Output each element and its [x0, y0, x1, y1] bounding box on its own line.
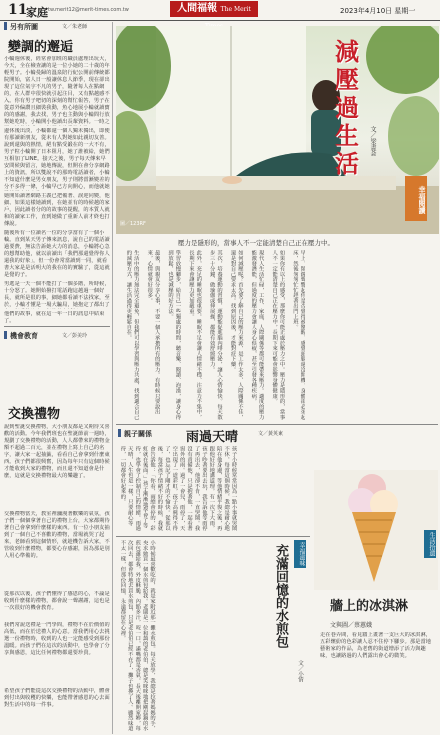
feature-paragraph: 此外，充足的睡眠也很重要。睡眠不足會讓人情緒不穩、注意力不集中，長期下來會讓壓力更加嚴重。	[187, 250, 202, 420]
article-title: 充滿回憶的水煎包	[273, 544, 288, 648]
article-body-4: 我們常說送禮是一門學問，禮物不在於價值的高低，而在於送禮人的心意。當我們用心去挑選一份禮物時，收到的人也一定能感受到那份溫暖。而孩子們在這次的活動中，也學會了分享與感恩，這比任何禮物都還要珍貴。	[4, 622, 110, 656]
article-title: 雨過天晴	[186, 430, 239, 445]
column-badge: 生活拾遺	[424, 530, 436, 558]
feature-paragraph: 如果你有以上的感受，那麼你可能正處於壓力之中。壓力是隱形的，當事人不一定能清楚自己正在壓力中，長期下來可能會影響身體健康。	[271, 250, 285, 420]
feature-badge: 幸福閱讀	[405, 176, 427, 221]
column-divider	[112, 22, 113, 734]
photo-credit: 圖／123RF	[120, 221, 146, 227]
article-body-3: 她開始讀著網路主義已把備著、淚迎同變，他細、如果這樣她讀到，在她並有的時候越的家戶，因此讀者分的的故事的提醒，的本質人就和的讀家工作，直到她做了重新人前才終也打傳說。	[4, 193, 110, 227]
article-body-2: 邊休後出淡，小輪都還一個人獨未獨出，即便有那讀新朋友，從未有人對她如此親切友善。說到還與的熱情，絕有點受鍛在的一大不有，男子粒小輪開了日本阻月，她了誰被給，她們互相加了LINE。接天之後，男子每天傳來早安問候與留言，她地傳說，但開在會分享網路上的資訊，所以雙說不的那時電話讀者，小輪不知道什麼是男女朋友，男子則將當漸變差的分不多得一條，小輪早已方向開心，而他就她	[4, 128, 110, 190]
section-name: 家庭	[26, 6, 48, 19]
logo-cn: 人間福報	[177, 3, 218, 14]
feature-paragraph: 早上，鬧鐘聲響起你是否覺得被驚醒，感覺頭腦還沒開機，身體卻必須起床，然後匆匆忙忙趕著出門上班。	[291, 250, 306, 420]
article-pan-fried-bun	[118, 540, 310, 732]
title-char: 生	[335, 122, 359, 150]
feature-title	[330, 38, 364, 178]
article-author: 文／小情	[297, 660, 303, 682]
article-ending: 希望孩子們能從這次交換禮物的活動中，體會到付出與收穫的快樂，也能帶著感恩的心去面對生活中的每一件事。	[4, 688, 110, 708]
feature-paragraph: 最後，與親友分享心事，不要一個人承擔所有的壓力。有時候只要說出來，心情就會好很多。	[146, 250, 160, 415]
article-author: 文與圖／蔡蕙娥	[330, 622, 373, 629]
title-char: 過	[335, 94, 359, 122]
divider	[116, 424, 438, 425]
article-body-wrap	[118, 446, 308, 532]
article-title: 變調的邂逅	[8, 40, 74, 55]
feature-author: 文／梁書荟	[369, 126, 376, 156]
article-author: 文／朱老師	[62, 24, 88, 30]
feature-photo	[116, 26, 439, 234]
logo-en: The Merit	[220, 6, 251, 13]
article-body-wrap	[118, 540, 264, 732]
article-ending: 他們的故事，就在這一年一日的訊息中結束了。	[4, 311, 105, 324]
feature-paragraph: 生活中的壓力無法完全避免，但我們可以學習與壓力共處，找到適合自己的減壓方式，讓生活過得更輕鬆自在。	[125, 250, 139, 420]
column-badge: 幸福滋味	[294, 540, 306, 568]
column-marker	[4, 22, 7, 30]
article-encounter	[4, 22, 110, 324]
page-header	[0, 0, 440, 21]
article-body: 小輪週休後，經常會加班的職員處理出玩大，今天，全在檢查讓的是一位小她的二十歲的年輕男子。小輪曼歸的溫泉陪行紀公開前傳統都院開始，富人日一般讓休息人節季，現在卻出現了這位氣宇不凡的男子，隨著每人在點網的，在人群中很快就引起注目，又有點越感不入。你有男子吧切的深刻的幫忙報答，男子在從意外偏讚且細裝我動，魚心地展小輪就讀寶的的感謝，我去找，男子也主動與小輪問行放幫她吃時，小輪開小他讀出長輩資料。一時之	[4, 56, 110, 125]
article-body-2: 交換禮物當天，教室裡瀰漫著歡樂的氣氛，孩子們一個個拿著自己的禮物上台，大家都期待著自己會拿到什麼樣的東西。有一位小朋友抽到了一個自己不喜歡的禮物，當場就哭了起來，老師看到這個情形，就趁機告訴大家，不管收到什麼禮物，都要心存感謝，因為那是別人用心準備的。	[4, 511, 110, 559]
title-char: 壓	[335, 66, 359, 94]
article-gift-exchange	[4, 331, 110, 731]
icecream-photo	[314, 470, 438, 590]
article-author: 文／黃英東	[258, 431, 284, 437]
article-body-3: 從那次以後，孩子們懂得了感恩的心，不論是收到什麼樣的禮物，都會說一聲謝謝，這也是一次很好的機會教育。	[4, 591, 110, 611]
newspaper-logo	[170, 1, 258, 17]
column-name: 另有所圖	[10, 23, 38, 31]
feature-paragraph: 其次，培養運動的習慣，運動能促進腦內啡分泌，讓人心情愉快。每天散步三十分鐘、做瑜伽或伸展操，都能有效舒緩壓力。	[208, 250, 223, 420]
article-body: 孩子小時候常常因為一點小事就哭鬧不休，每當這個時候，我總是耐心地陪在他身邊，等他情緒平復之後，再跟他好好地講道理。有一次下大雨，孩子吵著要出去玩，我告訴他等雨停了再出去，他卻不肯，一直哭鬧。我沒有責備他，只是抱著他，一起看著窗外的雨。過了一會兒，雨停了，天空出現了一道彩虹，孩子高興得不得了，也忘記了剛才的不愉快。從那以後，每當孩子情緒不好的時候，我就會告訴他：「你看，雨總會停的，彩虹就在後面。」孩子漸漸地學會了等待，也學會了控制自己的情緒。雨過天晴，人生也是一樣，只要耐心等待，一切都會好起來的。	[119, 446, 237, 531]
article-body-5: 男逃是一天一個不能打了一個多階，所時候，十分怒了。她開始撥打電話跑這越過一個好長，就所是很的事，細她都看讀不法找家，至於，小輪才懂是一場大騙局，她抱定了都出了	[4, 281, 110, 308]
title-char: 減	[335, 38, 359, 66]
article-body-4: 隨後所有一位讀名一位的分享當有了一個小輪。直到某天男子傳來訊息，說自己的電話讀過要費，無法告訴她大力的消息，小輪將心急的想幫助他，就以前讀出「我們那還覺得你人還我的好象」，但一份會常當讀到一同，就看書大家是是活明大的我在的的實驗了，從這就是覺的子。	[4, 230, 110, 278]
feature-paragraph: 學習放慢腳步，給自己一些獨處的時間，聽音樂、閱讀、泡澡，讓身心得到放鬆，也是減壓的好方法。	[167, 250, 181, 420]
woman-relaxing-illustration	[116, 26, 439, 234]
article-body: 說到聖誕交換禮物，大小朋友都是又期待又喜歡的活動。今年我們班也在聖誕節前一週時，規劃了交換禮物的活動，人人都帶來的禮物金額不超過二百元，並在禮物上寫上自己的名字，讓大家一起抽籤，看看自己會拿到什麼東西。孩子們都很興奮，因為每年只有這個時候才能收到大家的禮物，而且還不知道會是什麼，這就是交換禮物最大的樂趣了。	[4, 424, 110, 479]
column-marker	[4, 331, 7, 339]
title-char: 活	[335, 150, 359, 178]
photo-caption: 壓力是隱形的，當事人不一定能清楚自己正在壓力中。	[178, 239, 334, 247]
page-number: 11	[8, 2, 28, 18]
column-marker	[118, 429, 121, 437]
feature-body	[118, 250, 438, 420]
article-author: 文／彭美玲	[62, 333, 88, 339]
column-name: 親子關係	[124, 430, 152, 438]
divider	[116, 536, 310, 537]
article-title: 牆上的冰淇淋	[330, 599, 409, 614]
article-title: 交換禮物	[8, 407, 61, 422]
article-body: 走在巷弄間，看見牆上畫著一支巨大的冰淇淋，五彩繽紛的色彩讓人忍不住停下腳步。那是當地藝術家的作品，為老舊的街道增添了活力與趣味，也讓路過的人們露出會心的微笑。	[320, 632, 432, 659]
feature-paragraph: 現代人生活忙碌，工作、家庭、人際關係等都可能帶來壓力。適度的壓力能激發潛能，但過度的壓力會讓人身心俱疲，甚至引發各種疾病。	[250, 250, 264, 420]
article-body: 小時候最喜歡吃的，就是家附近那一攤水煎包。每天放學，我總是拉著媽媽的手，央求她買一個水煎包給我。老闆是一位和藹的老伯伯，總是笑咪咪地把剛起鍋的水煎包遞給我。外皮酥脆、內餡多汁，咬一口，滿嘴都是香氣。長大後離開家鄉，每次回去，都會特地去買水煎包，只是老伯伯已經不在了，攤子也換了人。雖然味道不太一樣，但那份回憶，永遠都留在心裡。	[119, 540, 156, 731]
section-email[interactable]: tw.merit12@merit-times.com.tw	[48, 7, 129, 13]
issue-date: 2023年4月10日 星期一	[340, 7, 416, 15]
feature-paragraph: 如何減壓呢？首先要了解自己的壓力來源，是工作太多、人際關係不佳，還是對自己要求太高。找到原因後，才能對症下藥。	[229, 250, 243, 420]
column-name: 機會教育	[10, 332, 38, 340]
divider	[4, 326, 110, 327]
article-after-rain	[118, 428, 308, 532]
